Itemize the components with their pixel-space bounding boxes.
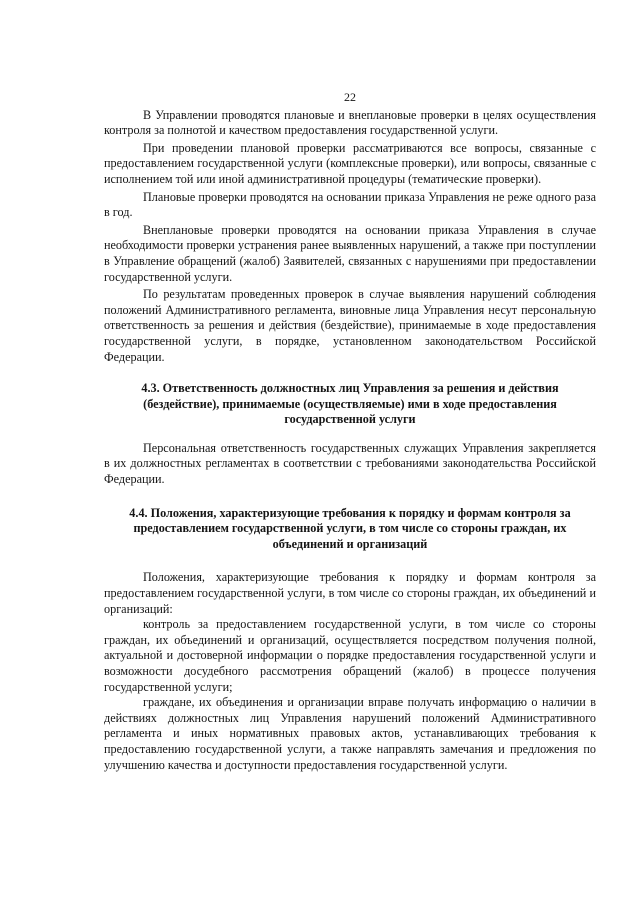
page-number: 22 [344, 90, 356, 104]
section-heading-4-4: 4.4. Положения, характеризующие требования к порядку и формам контроля за предоставлением государственной услуги, в том числе со стороны граждан, их объединений и организаций [129, 505, 571, 551]
spacer [104, 365, 596, 381]
paragraph: При проведении плановой проверки рассматриваются все вопросы, связанные с предоставлением государственной услуги (комплексные проверки), или вопросы, связанные с исполнением той или иной административной процедуры (тематические проверки). [104, 140, 596, 186]
paragraph: По результатам проведенных проверок в случае выявления нарушений соблюдения положений Административного регламента, виновные лица Управления несут персональную ответственность за решения и действия (бездействие), принимаемые в ходе предоставления государственной услуги, в порядке, установленном законодательством Российской Федерации. [104, 287, 596, 364]
paragraph: граждане, их объединения и организации вправе получать информацию о наличии в действиях должностных лиц Управления нарушений положений Административного регламента и иных нормативных правовых актов, устанавливающих требования к предоставлению государственной услуги, а также направлять замечания и предложения по улучшению качества и доступности предоставления государственной услуги. [104, 695, 596, 772]
spacer [104, 488, 596, 506]
paragraph: Положения, характеризующие требования к порядку и формам контроля за предоставлением государственной услуги, в том числе со стороны граждан, их объединений и организаций: [104, 570, 596, 616]
paragraph: контроль за предоставлением государственной услуги, в том числе со стороны граждан, их объединений и организаций, осуществляется посредством получения полной, актуальной и достоверной информации о порядке предоставления государственной услуги и возможности досудебного рассмотрения обращений (жалоб) в процессе получения государственной услуги; [104, 617, 596, 694]
spacer [104, 552, 596, 570]
paragraph: Персональная ответственность государственных служащих Управления закрепляется в их должностных регламентах в соответствии с требованиями законодательства Российской Федерации. [104, 440, 596, 487]
spacer [104, 428, 596, 441]
paragraph: Плановые проверки проводятся на основании приказа Управления не реже одного раза в год. [104, 189, 596, 220]
paragraph: В Управлении проводятся плановые и внеплановые проверки в целях осуществления контроля за полнотой и качеством предоставления государственной услуги. [104, 107, 596, 138]
document-page [104, 90, 596, 773]
section-heading-4-3: 4.3. Ответственность должностных лиц Управления за решения и действия (бездействие), принимаемые (осуществляемые) ими в ходе предоставления государственной услуги [141, 381, 559, 427]
paragraph: Внеплановые проверки проводятся на основании приказа Управления в случае необходимости проверки устранения ранее выявленных нарушений, а также при поступлении в Управление обращений (жалоб) Заявителей, связанных с нарушениями при предоставлении государственной услуги. [104, 222, 596, 284]
